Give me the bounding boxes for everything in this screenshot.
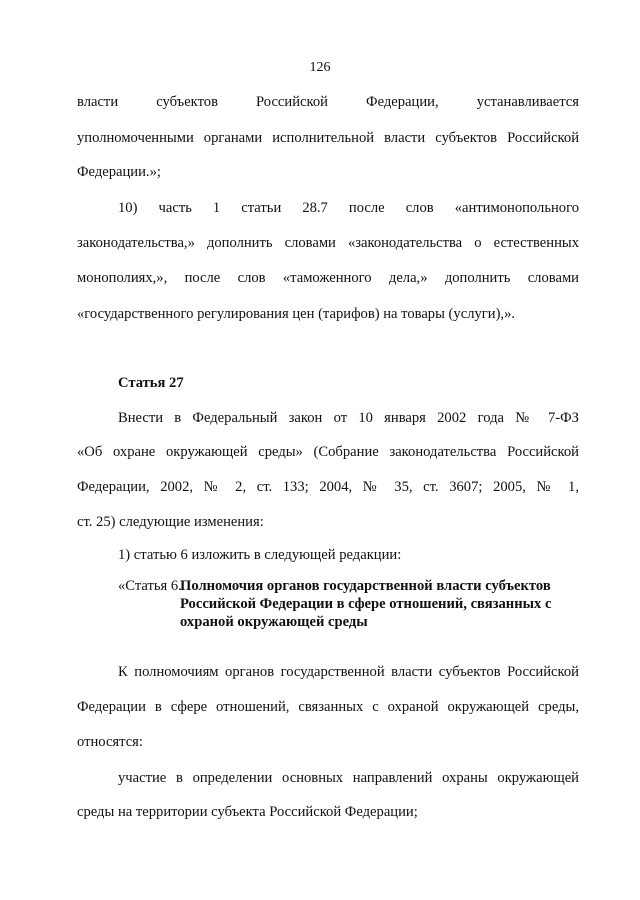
text-line: 10) часть 1 статьи 28.7 после слов «антимонопольного <box>118 200 579 216</box>
text-line: уполномоченными органами исполнительной власти субъектов Российской <box>77 130 579 146</box>
text-line: Внести в Федеральный закон от 10 января 2002 года № 7-ФЗ <box>118 410 579 426</box>
quoted-article-title-line: охраной окружающей среды <box>180 614 368 630</box>
quoted-article-prefix: «Статья 6. <box>118 578 182 594</box>
text-line: участие в определении основных направлений охраны окружающей <box>118 770 579 786</box>
text-line: Федерации в сфере отношений, связанных с охраной окружающей среды, <box>77 699 579 715</box>
quoted-article-title-line: Российской Федерации в сфере отношений, связанных с <box>180 596 552 612</box>
article-heading: Статья 27 <box>118 375 184 391</box>
text-line: Федерации, 2002, № 2, ст. 133; 2004, № 35, ст. 3607; 2005, № 1, <box>77 479 579 495</box>
text-line: ст. 25) следующие изменения: <box>77 514 264 530</box>
quoted-article-title-line: Полномочия органов государственной власти субъектов <box>180 578 551 594</box>
text-line: среды на территории субъекта Российской Федерации; <box>77 804 418 820</box>
text-line: «государственного регулирования цен (тарифов) на товары (услуги),». <box>77 306 516 322</box>
page-number: 126 <box>309 60 331 75</box>
text-line: законодательства,» дополнить словами «законодательства о естественных <box>77 235 579 251</box>
quoted-article-title <box>180 577 580 631</box>
text-line: «Об охране окружающей среды» (Собрание законодательства Российской <box>77 444 579 460</box>
text-line: власти субъектов Российской Федерации, устанавливается <box>77 94 579 110</box>
text-line: 1) статью 6 изложить в следующей редакции: <box>118 547 402 563</box>
text-line: монополиях,», после слов «таможенного дела,» дополнить словами <box>77 270 579 286</box>
text-line: относятся: <box>77 734 143 750</box>
text-line: К полномочиям органов государственной власти субъектов Российской <box>118 664 579 680</box>
text-line: Федерации.»; <box>77 164 161 180</box>
